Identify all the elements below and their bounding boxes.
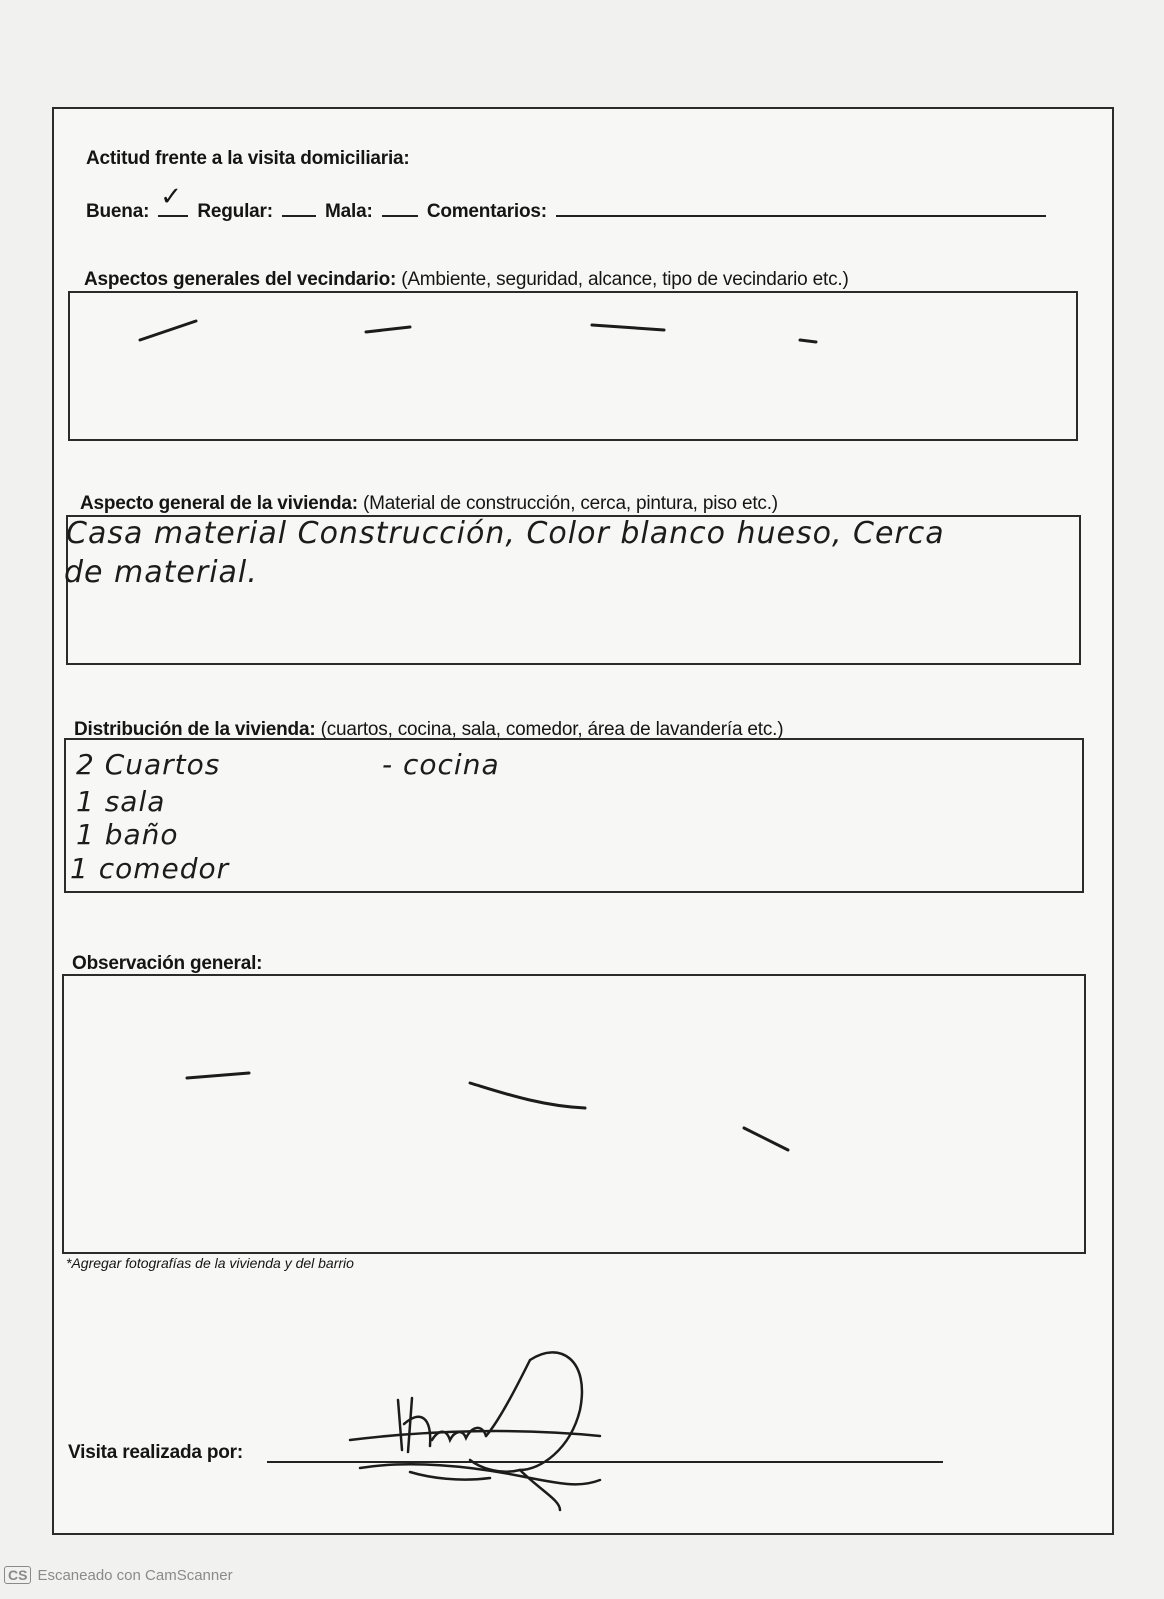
distribution-extra: - cocina xyxy=(382,748,500,781)
housing-answer-line2: de material. xyxy=(64,555,258,590)
observation-title: Observación general: xyxy=(72,953,263,974)
housing-title-text: Aspecto general de la vivienda: xyxy=(80,493,358,514)
neighborhood-hint: (Ambiente, seguridad, alcance, tipo de vecindario etc.) xyxy=(401,269,849,290)
scanner-text: Escaneado con CamScanner xyxy=(37,1566,233,1584)
scanner-footer xyxy=(4,1566,233,1584)
observation-dash xyxy=(187,1073,249,1078)
distribution-hint: (cuartos, cocina, sala, comedor, área de lavandería etc.) xyxy=(320,719,784,740)
camscanner-logo: CS xyxy=(4,1566,31,1584)
housing-hint: (Material de construcción, cerca, pintura, piso etc.) xyxy=(362,493,778,514)
distribution-item: 2 Cuartos xyxy=(76,748,221,781)
neighborhood-title-text: Aspectos generales del vecindario: xyxy=(84,269,397,290)
observation-dash xyxy=(470,1083,585,1108)
neighborhood-dash xyxy=(800,340,816,342)
neighborhood-dash xyxy=(140,321,196,340)
regular-label: Regular: xyxy=(197,201,273,222)
comments-label: Comentarios: xyxy=(426,201,547,222)
distribution-item: 1 comedor xyxy=(70,852,230,885)
good-label: Buena: xyxy=(86,201,150,222)
housing-answer-line1: Casa material Construcción, Color blanco hueso, Cerca xyxy=(66,516,945,551)
visit-by-label: Visita realizada por: xyxy=(68,1442,243,1463)
attitude-title: Actitud frente a la visita domiciliaria: xyxy=(86,148,410,169)
neighborhood-dash xyxy=(366,327,410,332)
signature xyxy=(350,1352,600,1510)
photos-note: *Agregar fotografías de la vivienda y del barrio xyxy=(66,1255,354,1271)
distribution-item: 1 sala xyxy=(76,785,166,818)
good-check: ✓ xyxy=(160,181,182,211)
observation-dash xyxy=(744,1128,788,1150)
neighborhood-dash xyxy=(592,325,664,330)
distribution-title-text: Distribución de la vivienda: xyxy=(74,719,316,740)
bad-label: Mala: xyxy=(325,201,373,222)
distribution-item: 1 baño xyxy=(76,818,179,851)
